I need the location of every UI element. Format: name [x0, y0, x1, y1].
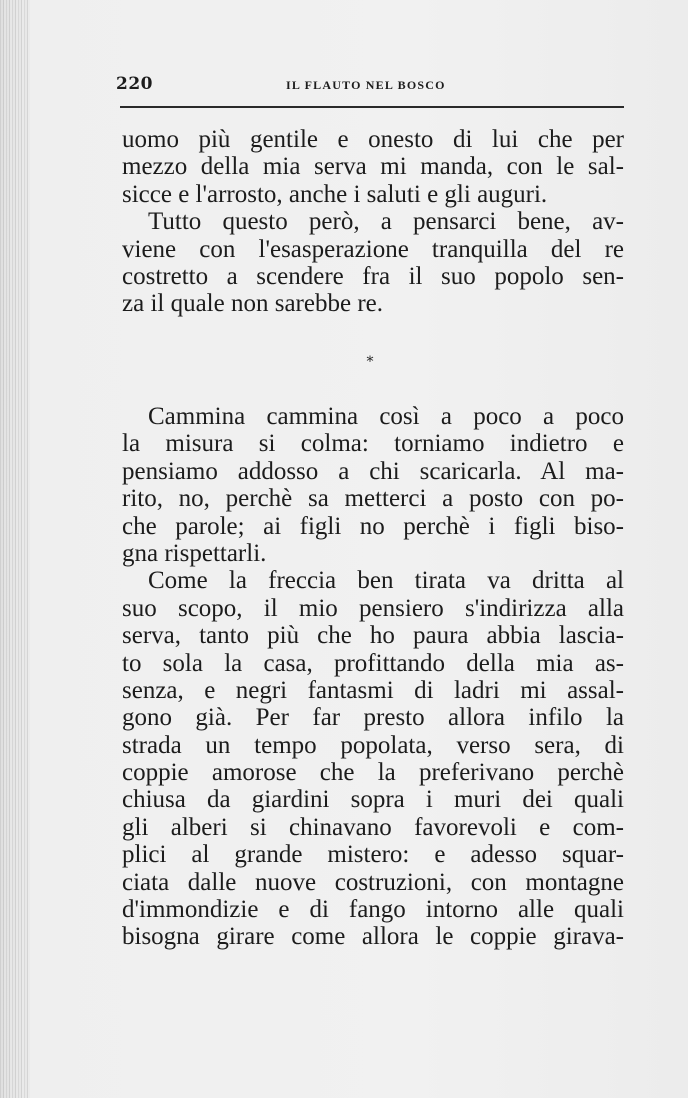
text-line: serva, tanto più che ho paura abbia lascia-	[122, 622, 624, 650]
text-line: mezzo della mia serva mi manda, con le sal-	[122, 153, 624, 181]
text-line: senza, e negri fantasmi di ladri mi assal-	[122, 676, 624, 704]
text-line: la misura si colma: torniamo indietro e	[122, 430, 624, 458]
text-line: suo scopo, il mio pensiero s'indirizza alla	[122, 594, 624, 622]
text-block-2	[122, 403, 624, 951]
text-line: sicce e l'arrosto, anche i saluti e gli auguri.	[122, 180, 548, 208]
text-line: chiusa da giardini sopra i muri dei quali	[122, 786, 624, 814]
page-binding-edge	[0, 0, 30, 1098]
text-line: gli alberi si chinavano favorevoli e com-	[122, 813, 624, 841]
text-line: za il quale non sarebbe re.	[122, 290, 383, 318]
text-line: rito, no, perchè sa metterci a posto con po-	[122, 485, 624, 513]
text-line: viene con l'esasperazione tranquilla del re	[122, 235, 624, 263]
text-line: d'immondizie e di fango intorno alle quali	[122, 896, 624, 924]
text-line: bisogna girare come allora le coppie girava-	[122, 923, 624, 951]
text-line: Come la freccia ben tirata va dritta al	[148, 567, 624, 595]
text-line: uomo più gentile e onesto di lui che per	[122, 126, 624, 153]
text-line: to sola la casa, profittando della mia as-	[122, 649, 624, 677]
text-line: Tutto questo però, a pensarci bene, av-	[148, 208, 624, 236]
text-line: costretto a scendere fra il suo popolo sen-	[122, 262, 624, 290]
text-line: strada un tempo popolata, verso sera, di	[122, 731, 624, 759]
text-line: ciata dalle nuove costruzioni, con montagne	[122, 868, 624, 896]
text-block-1	[122, 126, 624, 318]
page-header	[116, 74, 624, 98]
text-line: Cammina cammina così a poco a poco	[148, 403, 624, 430]
running-title: IL FLAUTO NEL BOSCO	[286, 78, 446, 92]
text-line: coppie amorose che la preferivano perchè	[122, 759, 624, 787]
text-line: che parole; ai figli no perchè i figli biso-	[122, 512, 624, 540]
text-line: pensiamo addosso a chi scaricarla. Al ma-	[122, 457, 624, 485]
text-line: gna rispettarli.	[122, 539, 267, 567]
header-rule	[120, 106, 624, 108]
text-line: gono già. Per far presto allora infilo la	[122, 704, 624, 732]
page-number: 220	[116, 74, 153, 94]
section-separator: *	[366, 354, 374, 370]
text-line: plici al grande mistero: e adesso squar-	[122, 841, 624, 869]
